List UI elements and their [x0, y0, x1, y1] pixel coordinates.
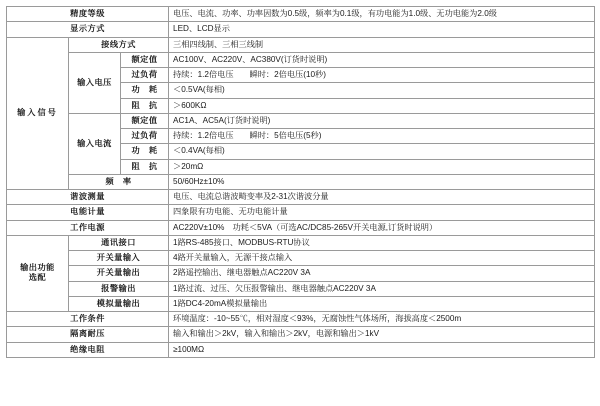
input-voltage-overload-value [169, 68, 595, 83]
input-current-overload-continuous: 持续：1.2倍电压 [173, 131, 234, 140]
table-row [7, 205, 595, 220]
frequency-label: 频 率 [69, 174, 169, 189]
withstand-voltage-label: 隔离耐压 [7, 327, 169, 342]
working-condition-value: 环境温度：-10~55℃，相对湿度＜93%，无腐蚀性气体场所，海拔高度＜2500m [169, 312, 595, 327]
harmonic-value: 电压、电流总谐波畸变率及2-31次谐波分量 [169, 190, 595, 205]
analog-output-value: 1路DC4-20mA模拟量输出 [169, 296, 595, 311]
input-voltage-overload-continuous: 持续：1.2倍电压 [173, 70, 234, 79]
withstand-voltage-value: 输入和输出＞2kV，输入和输出＞2kV，电源和输出＞1kV [169, 327, 595, 342]
table-row [7, 296, 595, 311]
table-row [7, 113, 595, 128]
insulation-resistance-label: 绝缘电阻 [7, 342, 169, 357]
input-signal-label: 输入信号 [7, 37, 69, 190]
table-row [7, 7, 595, 22]
table-row [7, 281, 595, 296]
input-voltage-overload-instant: 瞬时：2倍电压(10秒) [249, 70, 326, 79]
input-current-rated-value: AC1A、AC5A(订货时说明) [169, 113, 595, 128]
table-row [7, 22, 595, 37]
analog-output-label: 模拟量输出 [69, 296, 169, 311]
table-row [7, 235, 595, 250]
accuracy-label: 精度等级 [7, 7, 169, 22]
table-row [7, 266, 595, 281]
wiring-value: 三相四线制、三相三线制 [169, 37, 595, 52]
frequency-value: 50/60Hz±10% [169, 174, 595, 189]
harmonic-label: 谐波测量 [7, 190, 169, 205]
power-supply-label: 工作电源 [7, 220, 169, 235]
input-voltage-power-label: 功 耗 [121, 83, 169, 98]
energy-label: 电能计量 [7, 205, 169, 220]
insulation-resistance-value: ≥100MΩ [169, 342, 595, 357]
input-current-impedance-value: ＞20mΩ [169, 159, 595, 174]
wiring-label: 接线方式 [69, 37, 169, 52]
input-voltage-impedance-label: 阻 抗 [121, 98, 169, 113]
input-current-overload-label: 过负荷 [121, 129, 169, 144]
input-current-rated-label: 额定值 [121, 113, 169, 128]
digital-input-value: 4路开关量输入，无源干接点输入 [169, 251, 595, 266]
digital-output-value: 2路遥控输出、继电器触点AC220V 3A [169, 266, 595, 281]
table-row [7, 251, 595, 266]
power-supply-value: AC220V±10% 功耗＜5VA（可选AC/DC85-265V开关电源,订货时说明） [169, 220, 595, 235]
table-row [7, 174, 595, 189]
input-current-power-label: 功 耗 [121, 144, 169, 159]
input-voltage-power-value: ＜0.5VA(每相) [169, 83, 595, 98]
input-current-impedance-label: 阻 抗 [121, 159, 169, 174]
alarm-output-label: 报警输出 [69, 281, 169, 296]
input-voltage-rated-value: AC100V、AC220V、AC380V(订货时说明) [169, 52, 595, 67]
table-row [7, 312, 595, 327]
input-voltage-rated-label: 额定值 [121, 52, 169, 67]
display-value: LED、LCD显示 [169, 22, 595, 37]
input-current-overload-instant: 瞬时：5倍电压(5秒) [249, 131, 322, 140]
input-current-overload-value [169, 129, 595, 144]
energy-value: 四象限有功电能、无功电能计量 [169, 205, 595, 220]
table-row [7, 190, 595, 205]
comm-interface-value: 1路RS-485接口、MODBUS-RTU协议 [169, 235, 595, 250]
table-row [7, 52, 595, 67]
input-voltage-impedance-value: ＞600KΩ [169, 98, 595, 113]
display-label: 显示方式 [7, 22, 169, 37]
specification-table [6, 6, 595, 358]
input-current-label: 输入电流 [69, 113, 121, 174]
accuracy-value: 电压、电流、功率、功率因数为0.5级，频率为0.1级，有功电能为1.0级、无功电能为2.0级 [169, 7, 595, 22]
table-row [7, 37, 595, 52]
input-voltage-overload-label: 过负荷 [121, 68, 169, 83]
digital-output-label: 开关量输出 [69, 266, 169, 281]
digital-input-label: 开关量输入 [69, 251, 169, 266]
input-current-power-value: ＜0.4VA(每相) [169, 144, 595, 159]
comm-interface-label: 通讯接口 [69, 235, 169, 250]
alarm-output-value: 1路过流、过压、欠压报警输出、继电器触点AC220V 3A [169, 281, 595, 296]
table-row [7, 327, 595, 342]
output-function-label-line2: 选配 [28, 273, 47, 283]
output-function-label-line1: 输出功能 [20, 263, 55, 273]
input-voltage-label: 输入电压 [69, 52, 121, 113]
output-function-label [7, 235, 69, 311]
table-row [7, 220, 595, 235]
working-condition-label: 工作条件 [7, 312, 169, 327]
table-row [7, 342, 595, 357]
